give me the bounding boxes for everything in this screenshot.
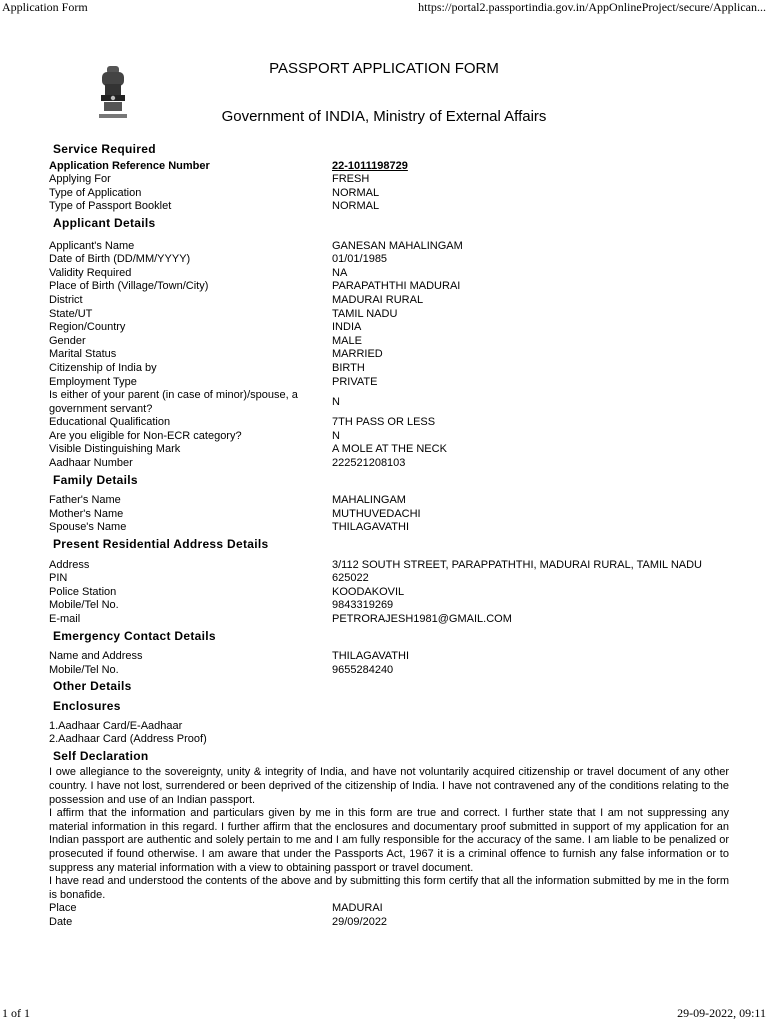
field-label: Name and Address (49, 650, 143, 663)
section-heading-address: Present Residential Address Details (53, 537, 269, 552)
field-value: 625022 (332, 572, 369, 585)
field-value: MARRIED (332, 348, 383, 361)
field-value: 3/112 SOUTH STREET, PARAPPATHTHI, MADURAI RURAL, TAMIL NADU (332, 558, 702, 571)
field-row (49, 200, 729, 214)
field-value: FRESH (332, 173, 370, 186)
section-heading-emergency: Emergency Contact Details (53, 628, 216, 643)
field-value: MADURAI RURAL (332, 293, 424, 306)
field-row (49, 586, 729, 600)
field-row (49, 916, 729, 930)
field-value: 9655284240 (332, 663, 394, 676)
enclosure-item: 2.Aadhaar Card (Address Proof) (49, 733, 207, 746)
field-row (49, 613, 729, 627)
field-label: Applying For (49, 173, 111, 186)
field-row (49, 160, 729, 174)
field-row (49, 280, 729, 294)
field-row (49, 559, 729, 573)
field-label: Educational Qualification (49, 416, 171, 429)
field-value: MADURAI (332, 902, 383, 915)
field-row (49, 650, 729, 664)
field-row (49, 240, 729, 254)
section-heading-declaration: Self Declaration (53, 748, 149, 763)
field-value: 9843319269 (332, 599, 394, 612)
declaration-paragraph: I have read and understood the contents of the above and by submitting this form certify that all the information submitted by me in the form is bonafide. (49, 875, 729, 901)
field-label: Mobile/Tel No. (49, 599, 119, 612)
field-value: N (332, 395, 340, 408)
field-row (49, 308, 729, 322)
field-row (49, 389, 729, 416)
field-label: Place (49, 902, 77, 915)
field-label: Validity Required (49, 266, 132, 279)
field-value: PRIVATE (332, 375, 378, 388)
field-label: State/UT (49, 307, 93, 320)
field-label: Marital Status (49, 348, 117, 361)
field-label: Date (49, 915, 73, 928)
field-row (49, 443, 729, 457)
print-header-title: Application Form (2, 0, 88, 14)
print-datetime: 29-09-2022, 09:11 (677, 1006, 766, 1020)
field-label: Aadhaar Number (49, 457, 133, 470)
field-value: 7TH PASS OR LESS (332, 416, 436, 429)
field-row (49, 599, 729, 613)
print-header (0, 0, 768, 16)
field-value: INDIA (332, 321, 362, 334)
declaration-paragraph: I affirm that the information and particulars given by me in this form are true and correct. I further state that I am not suppressing any material information in this regard. I further affirm that the enclosures and documentary proof submitted in support of my application for an Indian passport are authentic and solely pertain to me and I am fully responsible for the accuracy of the same. I am liable to be penalized or prosecuted if found otherwise. I am aware that under the Passports Act, 1967 it is a criminal offence to furnish any false information or to suppress any material information with a view to obtaining passport or travel document. (49, 807, 729, 874)
field-row (49, 521, 729, 535)
field-row (49, 321, 729, 335)
section-heading-other: Other Details (53, 679, 132, 694)
field-value: KOODAKOVIL (332, 585, 405, 598)
field-label: Visible Distinguishing Mark (49, 443, 181, 456)
field-value: MALE (332, 334, 362, 347)
field-row (49, 173, 729, 187)
field-label: Region/Country (49, 321, 126, 334)
field-row (49, 253, 729, 267)
section-heading-applicant: Applicant Details (53, 215, 156, 230)
field-label: Application Reference Number (49, 159, 210, 172)
page-number: 1 of 1 (2, 1006, 30, 1020)
field-label: Date of Birth (DD/MM/YYYY) (49, 253, 191, 266)
field-label: Address (49, 558, 90, 571)
field-row (49, 494, 729, 508)
field-value: MAHALINGAM (332, 494, 406, 507)
field-row (49, 416, 729, 430)
field-value: 222521208103 (332, 457, 406, 470)
print-header-url: https://portal2.passportindia.gov.in/AppOnlineProject/secure/Applican... (418, 0, 766, 14)
field-row (49, 572, 729, 586)
field-label: District (49, 293, 83, 306)
declaration-paragraph: I owe allegiance to the sovereignty, unity & integrity of India, and have not voluntarily acquired citizenship or travel document of any other country. I have not lost, surrendered or been deprived of the citizenship of India. I have not contravened any of the conditions relating to the possession and use of an Indian passport. (49, 766, 729, 806)
field-value: NA (332, 266, 348, 279)
field-row (49, 430, 729, 444)
field-row (49, 187, 729, 201)
form-title: PASSPORT APPLICATION FORM (269, 60, 499, 77)
field-value: A MOLE AT THE NECK (332, 443, 447, 456)
field-value: THILAGAVATHI (332, 650, 410, 663)
field-label: Are you eligible for Non-ECR category? (49, 429, 242, 442)
section-heading-service: Service Required (53, 142, 156, 156)
field-row (49, 362, 729, 376)
print-footer (0, 1006, 768, 1024)
application-form (49, 140, 729, 929)
field-row (49, 335, 729, 349)
field-label: Place of Birth (Village/Town/City) (49, 280, 209, 293)
field-label: Employment Type (49, 375, 137, 388)
field-label: Citizenship of India by (49, 361, 157, 374)
field-value: THILAGAVATHI (332, 521, 410, 534)
field-value: MUTHUVEDACHI (332, 507, 421, 520)
field-value: NORMAL (332, 200, 380, 213)
field-row (49, 508, 729, 522)
field-label: Type of Application (49, 186, 142, 199)
field-label: Mobile/Tel No. (49, 663, 119, 676)
field-label: Gender (49, 334, 86, 347)
field-row (49, 267, 729, 281)
field-row (49, 348, 729, 362)
field-value: 01/01/1985 (332, 253, 388, 266)
field-value: 29/09/2022 (332, 915, 388, 928)
field-value: TAMIL NADU (332, 307, 398, 320)
field-label: PIN (49, 572, 68, 585)
field-label: Father's Name (49, 494, 121, 507)
field-row (49, 457, 729, 471)
field-value: BIRTH (332, 361, 365, 374)
field-value: PETRORAJESH1981@GMAIL.COM (332, 613, 512, 625)
field-value: PARAPATHTHI MADURAI (332, 280, 461, 293)
field-row (49, 294, 729, 308)
field-row (49, 376, 729, 390)
enclosures-heading: Enclosures (53, 698, 121, 713)
field-row (49, 664, 729, 678)
enclosure-item: 1.Aadhaar Card/E-Aadhaar (49, 719, 183, 732)
field-label: Police Station (49, 585, 117, 598)
field-value: GANESAN MAHALINGAM (332, 239, 463, 252)
reference-number: 22-1011198729 (332, 159, 408, 172)
field-label: Mother's Name (49, 507, 124, 520)
form-subtitle: Government of INDIA, Ministry of External Affairs (221, 108, 547, 125)
section-heading-family: Family Details (53, 472, 138, 487)
field-value: N (332, 429, 340, 442)
field-row (49, 902, 729, 916)
field-label: Type of Passport Booklet (49, 200, 172, 213)
field-label: Spouse's Name (49, 521, 127, 534)
field-label: E-mail (49, 613, 81, 625)
field-value: NORMAL (332, 186, 380, 199)
field-label: Applicant's Name (49, 239, 135, 252)
field-label: Is either of your parent (in case of minor)/spouse, a government servant? (49, 389, 298, 415)
